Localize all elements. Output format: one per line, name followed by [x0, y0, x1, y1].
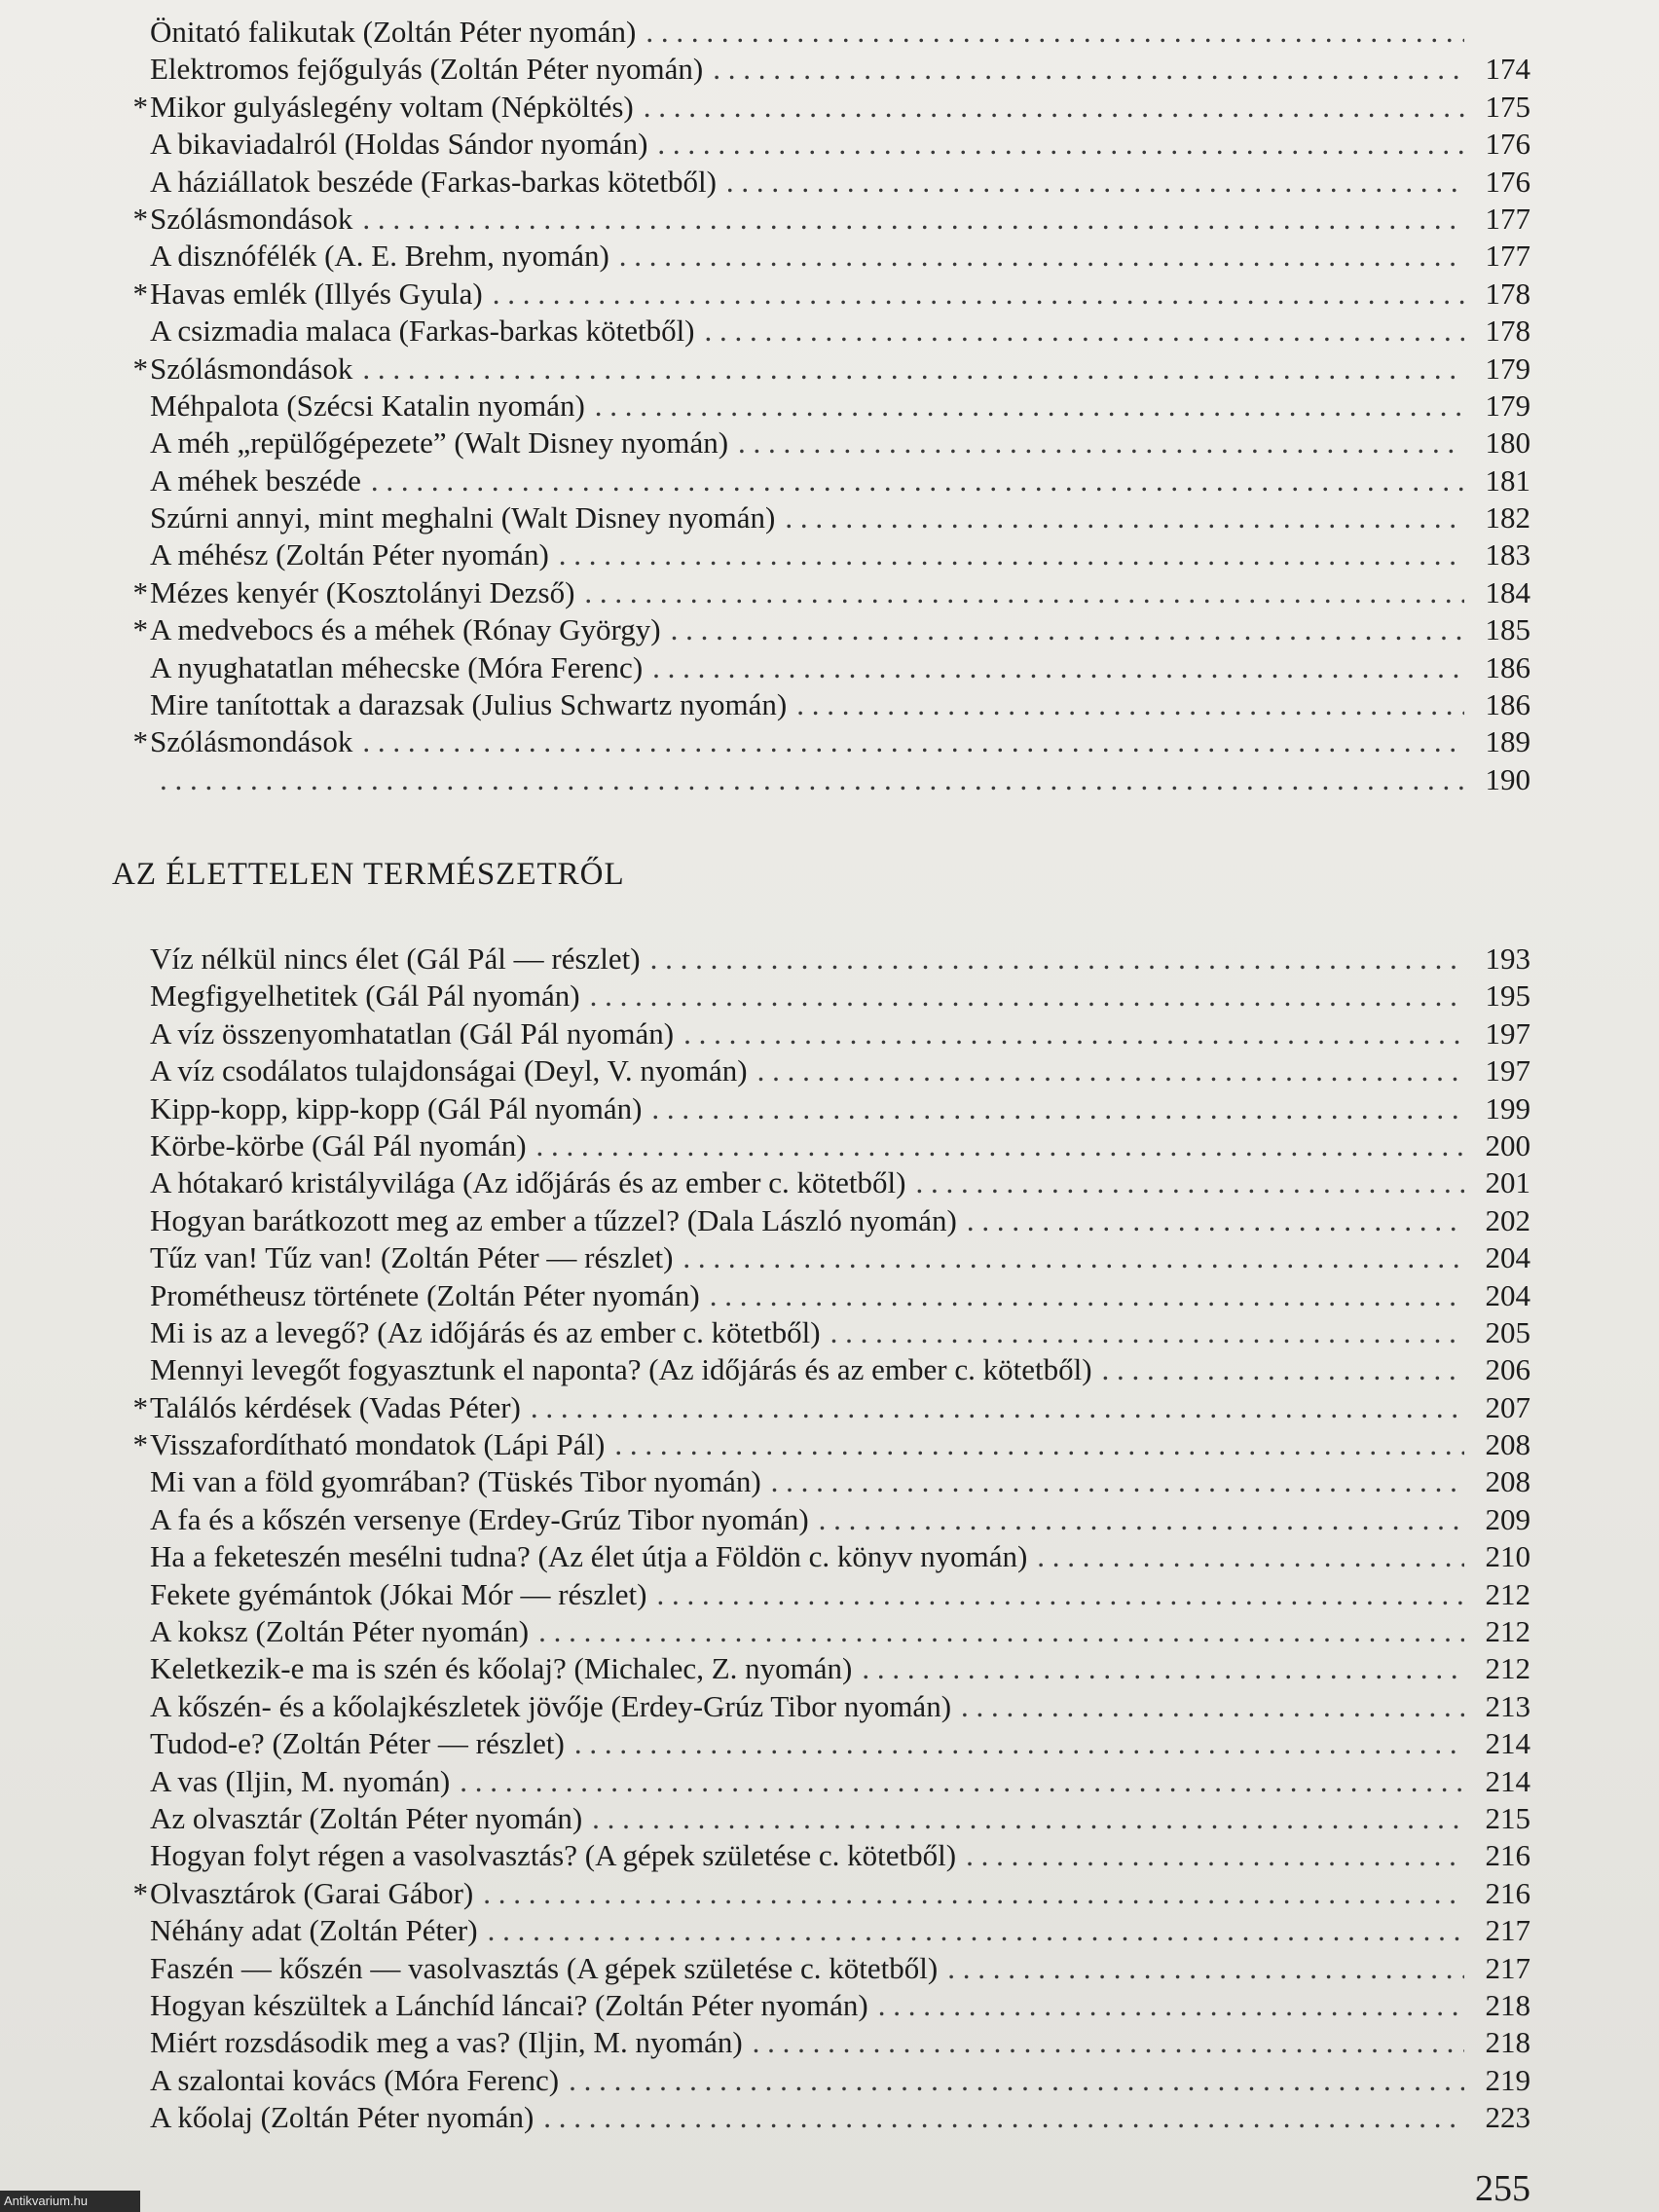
toc-entry	[129, 1501, 1530, 1538]
dot-leader	[713, 51, 1464, 88]
toc-entry	[129, 2099, 1530, 2136]
entry-title: Néhány adat (Zoltán Péter)	[150, 1913, 478, 1948]
entry-page-number: 184	[1485, 574, 1530, 609]
entry-page-number: 179	[1485, 350, 1530, 386]
dot-leader	[614, 1426, 1464, 1463]
entry-title: Keletkezik-e ma is szén és kőolaj? (Michalec, Z. nyomán)	[150, 1651, 853, 1686]
watermark: Antikvarium.hu	[0, 2191, 140, 2212]
toc-entry	[129, 1202, 1530, 1239]
toc-entry	[129, 387, 1530, 424]
entry-title: Szólásmondások	[150, 350, 353, 386]
entry-page-number: 223	[1485, 2100, 1530, 2135]
dot-leader	[488, 1912, 1464, 1949]
entry-title: Szólásmondások	[150, 724, 353, 759]
entry-title: Elektromos fejőgulyás (Zoltán Péter nyomán)	[150, 52, 704, 87]
toc-entry	[129, 201, 1530, 238]
entry-title: Önitató falikutak (Zoltán Péter nyomán)	[150, 15, 637, 49]
toc-entry	[129, 1576, 1530, 1613]
entry-page-number: 214	[1485, 1726, 1530, 1761]
entry-title: Havas emlék (Illyés Gyula)	[150, 276, 483, 311]
entry-page-number: 183	[1485, 537, 1530, 572]
toc-entry	[129, 51, 1530, 88]
dot-leader	[160, 761, 1464, 798]
dot-leader	[961, 1688, 1464, 1725]
entry-marker: *	[132, 89, 148, 124]
entry-marker: *	[132, 276, 148, 311]
entry-title: Miért rozsdásodik meg a vas? (Iljin, M. nyomán)	[150, 2025, 743, 2060]
dot-leader	[966, 1837, 1464, 1874]
entry-title: Szúrni annyi, mint meghalni (Walt Disney nyomán)	[150, 500, 776, 535]
toc-entry	[129, 1538, 1530, 1575]
toc-entry	[129, 1351, 1530, 1388]
dot-leader	[362, 201, 1464, 238]
toc-entry	[129, 1950, 1530, 1987]
toc-entry	[129, 686, 1530, 723]
toc-entry	[129, 761, 1530, 798]
entry-page-number: 199	[1485, 1090, 1530, 1125]
entry-page-number: 206	[1485, 1352, 1530, 1387]
toc-entry	[129, 1800, 1530, 1837]
entry-title: Prométheusz története (Zoltán Péter nyomán)	[150, 1277, 700, 1312]
dot-leader	[362, 723, 1464, 760]
dot-leader	[671, 611, 1464, 648]
entry-page-number: 197	[1485, 1053, 1530, 1088]
dot-leader	[1037, 1538, 1464, 1575]
dot-leader	[830, 1314, 1464, 1351]
dot-leader	[651, 1090, 1464, 1127]
toc-entry	[129, 1426, 1530, 1463]
entry-title: A méhész (Zoltán Péter nyomán)	[150, 537, 549, 572]
entry-page-number: 204	[1485, 1277, 1530, 1312]
dot-leader	[644, 89, 1464, 126]
entry-title: A koksz (Zoltán Péter nyomán)	[150, 1614, 530, 1649]
toc-entry	[129, 1090, 1530, 1127]
entry-title: Hogyan folyt régen a vasolvasztás? (A gépek születése c. kötetből)	[150, 1838, 957, 1873]
toc-entry	[129, 1052, 1530, 1089]
toc-entry	[129, 238, 1530, 275]
entry-title: Fekete gyémántok (Jókai Mór — részlet)	[150, 1576, 647, 1611]
entry-page-number: 210	[1485, 1539, 1530, 1574]
dot-leader	[757, 1052, 1464, 1089]
toc-entry	[129, 1875, 1530, 1912]
dot-leader	[710, 1277, 1464, 1314]
entry-title: Víz nélkül nincs élet (Gál Pál — részlet)	[150, 941, 641, 976]
entry-title: Visszafordítható mondatok (Lápi Pál)	[150, 1427, 606, 1462]
dot-leader	[683, 1015, 1464, 1052]
dot-leader	[543, 2099, 1464, 2136]
dot-leader	[652, 649, 1464, 686]
entry-title: Mi is az a levegő? (Az időjárás és az ember c. kötetből)	[150, 1314, 821, 1349]
entry-page-number: 218	[1485, 2025, 1530, 2060]
dot-leader	[738, 424, 1464, 461]
entry-title: A medvebocs és a méhek (Rónay György)	[150, 612, 661, 647]
entry-title: Ha a feketeszén mesélni tudna? (Az élet útja a Földön c. könyv nyomán)	[150, 1539, 1028, 1574]
entry-title: Hogyan készültek a Lánchíd láncai? (Zoltán Péter nyomán)	[150, 1987, 868, 2022]
entry-page-number: 212	[1485, 1614, 1530, 1649]
entry-page-number: 219	[1485, 2062, 1530, 2097]
dot-leader	[819, 1501, 1464, 1538]
entry-title: Faszén — kőszén — vasolvasztás (A gépek születése c. kötetből)	[150, 1950, 939, 1985]
entry-marker: *	[132, 1875, 148, 1910]
toc-entry	[129, 313, 1530, 350]
entry-page-number: 201	[1485, 1165, 1530, 1200]
section-heading: AZ ÉLETTELEN TERMÉSZETRŐL	[112, 857, 625, 892]
entry-title: A méhek beszéde	[150, 462, 361, 498]
entry-title: Tűz van! Tűz van! (Zoltán Péter — részlet)	[150, 1240, 674, 1275]
entry-page-number: 197	[1485, 1015, 1530, 1051]
dot-leader	[592, 1800, 1464, 1837]
dot-leader	[682, 1239, 1464, 1276]
dot-leader	[726, 164, 1464, 201]
toc-entry	[129, 89, 1530, 126]
entry-page-number: 209	[1485, 1501, 1530, 1536]
entry-title: A kőszén- és a kőolajkészletek jövője (Erdey-Grúz Tibor nyomán)	[150, 1688, 952, 1723]
entry-page-number: 178	[1485, 313, 1530, 349]
dot-leader	[705, 313, 1465, 350]
toc-entry	[129, 1725, 1530, 1762]
toc-entry	[129, 126, 1530, 163]
dot-leader	[371, 462, 1464, 499]
entry-page-number: 186	[1485, 687, 1530, 722]
dot-leader	[657, 1576, 1465, 1613]
entry-title: A szalontai kovács (Móra Ferenc)	[150, 2062, 560, 2097]
toc-entry	[129, 424, 1530, 461]
toc-entry	[129, 1127, 1530, 1164]
toc-entry	[129, 164, 1530, 201]
entry-page-number: 216	[1485, 1838, 1530, 1873]
entry-page-number: 215	[1485, 1800, 1530, 1835]
toc-entry	[129, 1277, 1530, 1314]
entry-page-number: 182	[1485, 500, 1530, 535]
toc-section-animals	[129, 14, 1530, 798]
toc-entry	[129, 14, 1530, 51]
toc-entry	[129, 1688, 1530, 1725]
dot-leader	[862, 1650, 1464, 1687]
entry-title: Megfigyelhetitek (Gál Pál nyomán)	[150, 978, 580, 1014]
dot-leader	[584, 574, 1464, 611]
toc-entry	[129, 1650, 1530, 1687]
entry-marker: *	[132, 574, 148, 609]
dot-leader	[657, 126, 1464, 163]
entry-page-number: 200	[1485, 1127, 1530, 1162]
entry-title: Olvasztárok (Garai Gábor)	[150, 1875, 474, 1910]
entry-page-number: 190	[1485, 761, 1530, 796]
dot-leader	[785, 499, 1464, 536]
entry-page-number: 212	[1485, 1651, 1530, 1686]
entry-page-number: 180	[1485, 425, 1530, 461]
entry-title: A nyughatatlan méhecske (Móra Ferenc)	[150, 649, 644, 684]
entry-title: A fa és a kőszén versenye (Erdey-Grúz Tibor nyomán)	[150, 1501, 809, 1536]
toc-entry	[129, 536, 1530, 573]
entry-page-number: 214	[1485, 1763, 1530, 1798]
toc-entry	[129, 499, 1530, 536]
entry-page-number: 208	[1485, 1427, 1530, 1462]
entry-page-number: 189	[1485, 724, 1530, 759]
toc-entry	[129, 276, 1530, 313]
toc-entry	[129, 649, 1530, 686]
entry-title: A hótakaró kristályvilága (Az időjárás és az ember c. kötetből)	[150, 1165, 906, 1200]
toc-entry	[129, 1164, 1530, 1201]
toc-entry	[129, 1463, 1530, 1500]
dot-leader	[590, 977, 1464, 1014]
entry-title: A víz összenyomhatatlan (Gál Pál nyomán)	[150, 1015, 675, 1051]
entry-marker: *	[132, 1389, 148, 1424]
entry-page-number: 193	[1485, 941, 1530, 976]
toc-section-inanimate-nature	[129, 940, 1530, 2137]
entry-title: A méh „repülőgépezete” (Walt Disney nyomán)	[150, 425, 729, 461]
toc-entry	[129, 1763, 1530, 1800]
entry-page-number: 177	[1485, 239, 1530, 274]
entry-page-number: 179	[1485, 387, 1530, 423]
entry-title: Mézes kenyér (Kosztolányi Dezső)	[150, 574, 575, 609]
dot-leader	[559, 536, 1464, 573]
entry-page-number: 208	[1485, 1464, 1530, 1499]
entry-marker: *	[132, 724, 148, 759]
entry-marker: *	[132, 612, 148, 647]
toc-entry	[129, 462, 1530, 499]
toc-entry	[129, 574, 1530, 611]
entry-page-number: 205	[1485, 1314, 1530, 1349]
page-number: 255	[1475, 2168, 1530, 2209]
entry-title: A vas (Iljin, M. nyomán)	[150, 1763, 451, 1798]
entry-title: Mi van a föld gyomrában? (Tüskés Tibor nyomán)	[150, 1464, 761, 1499]
toc-entry	[129, 350, 1530, 387]
toc-entry	[129, 1613, 1530, 1650]
dot-leader	[574, 1725, 1464, 1762]
entry-page-number: 185	[1485, 612, 1530, 647]
entry-page-number: 175	[1485, 89, 1530, 124]
dot-leader	[493, 276, 1464, 313]
toc-entry	[129, 611, 1530, 648]
entry-page-number: 218	[1485, 1987, 1530, 2022]
entry-marker: *	[132, 201, 148, 236]
dot-leader	[569, 2062, 1464, 2099]
entry-page-number: 176	[1485, 164, 1530, 199]
toc-entry	[129, 1015, 1530, 1052]
toc-entry	[129, 940, 1530, 977]
entry-title: A kőolaj (Zoltán Péter nyomán)	[150, 2100, 535, 2135]
toc-entry	[129, 1837, 1530, 1874]
toc-entry	[129, 1239, 1530, 1276]
entry-page-number: 217	[1485, 1913, 1530, 1948]
entry-page-number: 204	[1485, 1240, 1530, 1275]
dot-leader	[538, 1613, 1464, 1650]
entry-title: A bikaviadalról (Holdas Sándor nyomán)	[150, 127, 648, 162]
dot-leader	[947, 1950, 1464, 1987]
entry-page-number: 176	[1485, 127, 1530, 162]
dot-leader	[878, 1987, 1464, 2024]
toc-entry	[129, 2024, 1530, 2061]
entry-title: Tudod-e? (Zoltán Péter — részlet)	[150, 1726, 565, 1761]
entry-title: Körbe-körbe (Gál Pál nyomán)	[150, 1127, 527, 1162]
dot-leader	[796, 686, 1464, 723]
dot-leader	[915, 1164, 1464, 1201]
entry-title: Mennyi levegőt fogyasztunk el naponta? (Az időjárás és az ember c. kötetből)	[150, 1352, 1092, 1387]
dot-leader	[460, 1763, 1464, 1800]
dot-leader	[771, 1463, 1464, 1500]
dot-leader	[595, 387, 1464, 424]
entry-page-number: 174	[1485, 52, 1530, 87]
toc-entry	[129, 723, 1530, 760]
entry-title: Mikor gulyáslegény voltam (Népköltés)	[150, 89, 634, 124]
dot-leader	[753, 2024, 1464, 2061]
toc-entry	[129, 1389, 1530, 1426]
entry-page-number: 181	[1485, 462, 1530, 498]
dot-leader	[650, 940, 1464, 977]
toc-entry	[129, 2062, 1530, 2099]
dot-leader	[483, 1875, 1464, 1912]
toc-entry	[129, 1987, 1530, 2024]
entry-page-number: 217	[1485, 1950, 1530, 1985]
entry-marker: *	[132, 1427, 148, 1462]
entry-page-number: 207	[1485, 1389, 1530, 1424]
entry-page-number: 212	[1485, 1576, 1530, 1611]
entry-page-number: 213	[1485, 1688, 1530, 1723]
entry-title: Találós kérdések (Vadas Péter)	[150, 1389, 521, 1424]
toc-entry	[129, 1912, 1530, 1949]
dot-leader	[1102, 1351, 1464, 1388]
entry-page-number: 202	[1485, 1202, 1530, 1237]
dot-leader	[536, 1127, 1464, 1164]
toc-entry	[129, 1314, 1530, 1351]
entry-page-number: 186	[1485, 649, 1530, 684]
entry-title: Az olvasztár (Zoltán Péter nyomán)	[150, 1800, 583, 1835]
entry-title: A háziállatok beszéde (Farkas-barkas kötetből)	[150, 164, 717, 199]
entry-title: A csizmadia malaca (Farkas-barkas kötetből)	[150, 313, 695, 349]
entry-title: Kipp-kopp, kipp-kopp (Gál Pál nyomán)	[150, 1090, 643, 1125]
entry-page-number: 216	[1485, 1875, 1530, 1910]
entry-title: Mire tanítottak a darazsak (Julius Schwartz nyomán)	[150, 687, 788, 722]
entry-page-number: 178	[1485, 276, 1530, 311]
entry-page-number: 177	[1485, 201, 1530, 236]
entry-title: Szólásmondások	[150, 201, 353, 236]
dot-leader	[967, 1202, 1464, 1239]
dot-leader	[362, 350, 1464, 387]
entry-page-number: 195	[1485, 978, 1530, 1014]
dot-leader	[531, 1389, 1464, 1426]
entry-marker: *	[132, 350, 148, 386]
dot-leader	[619, 238, 1464, 275]
dot-leader	[645, 14, 1464, 51]
entry-title: Méhpalota (Szécsi Katalin nyomán)	[150, 387, 585, 423]
entry-title: A disznófélék (A. E. Brehm, nyomán)	[150, 239, 609, 274]
entry-title: A víz csodálatos tulajdonságai (Deyl, V. nyomán)	[150, 1053, 748, 1088]
toc-entry	[129, 977, 1530, 1014]
entry-title: Hogyan barátkozott meg az ember a tűzzel? (Dala László nyomán)	[150, 1202, 957, 1237]
